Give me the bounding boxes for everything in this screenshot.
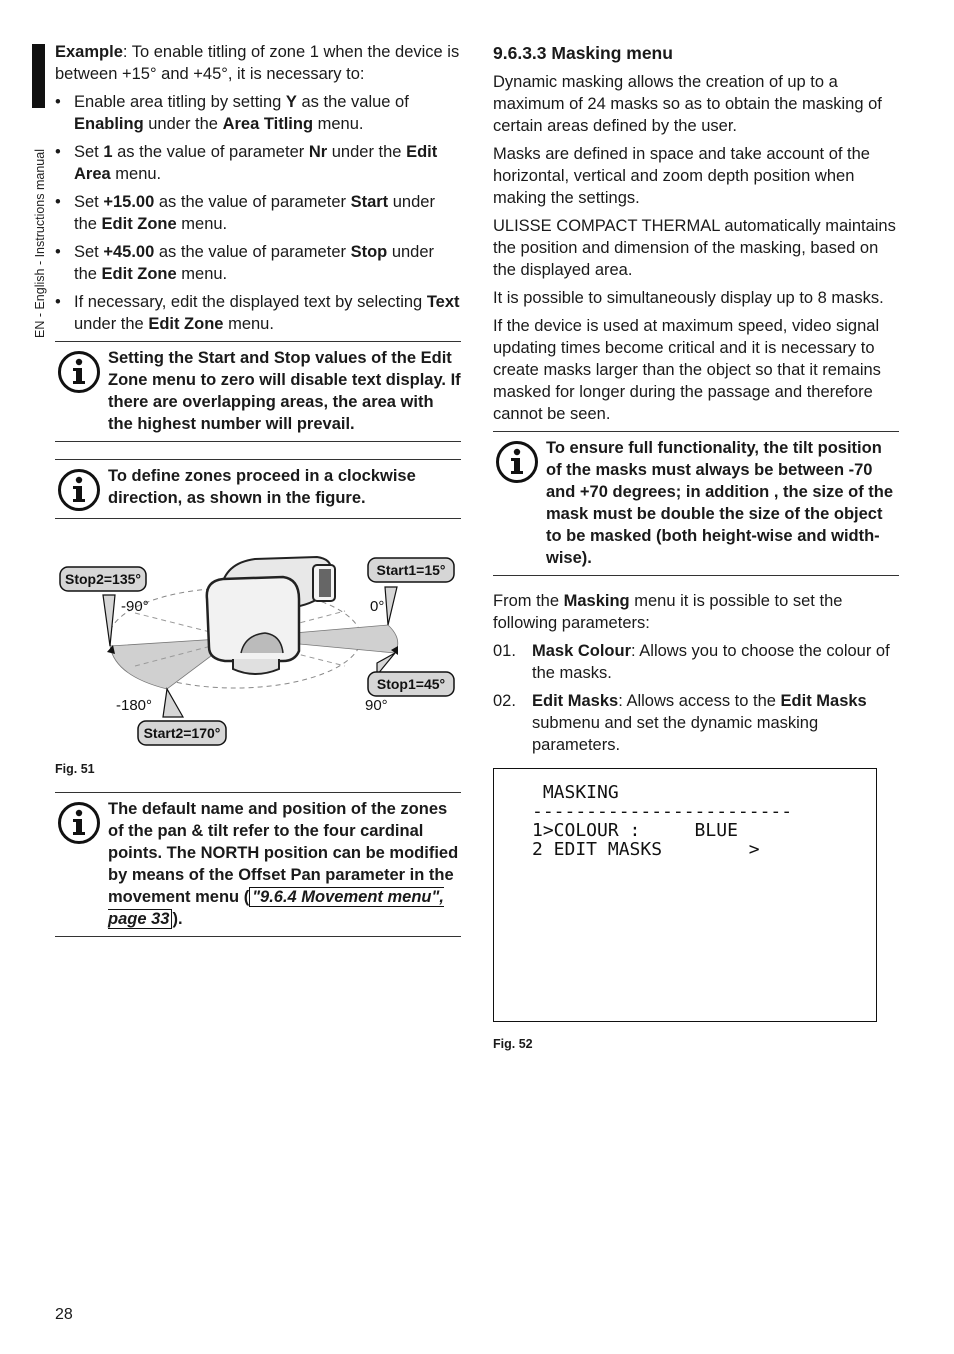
left-column [55,41,461,937]
info-icon [57,350,101,394]
list-item: • Enable area titling by setting Y as the value of Enabling under the Area Titling menu. [55,93,409,133]
info-icon [57,468,101,512]
deg0-label: 0° [370,598,385,615]
paragraph: If the device is used at maximum speed, video signal updating times become critical and it is necessary to create masks larger than the object so that it remains masked for longer during the passage and therefore cannot be seen. [493,317,881,423]
note-text: The default name and position of the zones of the pan & tilt refer to the four cardinal points. The NORTH position can be modified by means of the Offset Pan parameter in the movement menu ( "9.6.4 Movement menu", page 33 ). [108,800,459,928]
paragraph: It is possible to simultaneously display up to 8 masks. [493,289,884,307]
steps-list [55,91,461,335]
example-label: Example [55,43,123,61]
zones-figure [55,551,461,751]
info-note-clockwise [55,459,461,519]
osd-colour-item: 1>COLOUR : BLUE [532,820,738,841]
example-text: : To enable titling of zone 1 when the device is between +15° and +45°, it is necessary to: [55,43,460,83]
note-text: Setting the Start and Stop values of the Edit Zone menu to zero will disable text display. If there are overlapping areas, the area with the highest number will prevail. [108,349,461,433]
osd-title: MASKING [532,782,619,803]
osd-masking-menu [493,768,877,1022]
sidebar-label: EN - English - Instructions manual [33,149,47,338]
figure-caption: Fig. 51 [55,762,95,776]
note-text: To ensure full functionality, the tilt position of the masks must always be between -70 and +70 degrees; in addition , the size of the mask must be double the size of the object to be masked (both height-wise and width-wise). [546,439,894,567]
start2-label: Start2=170° [143,725,221,741]
info-note-tilt-position [493,431,899,576]
list-item: • If necessary, edit the displayed text by selecting Text under the Edit Zone menu. [55,293,460,333]
deg-minus180-label: -180° [116,697,153,714]
paragraph: Masks are defined in space and take account of the horizontal, vertical and zoom depth position when making the settings. [493,145,870,207]
start1-label: Start1=15° [376,562,446,578]
example-paragraph [55,41,461,85]
movement-menu-link[interactable]: "9.6.4 Movement menu", page 33 [108,888,444,928]
osd-edit-masks-item: 2 EDIT MASKS > [532,839,760,860]
paragraph: Dynamic masking allows the creation of up to a maximum of 24 masks so as to obtain the masking of certain areas defined by the user. [493,73,882,135]
list-item: • Set +45.00 as the value of parameter Stop under the Edit Zone menu. [55,243,435,283]
right-column [493,41,899,1052]
section-heading: 9.6.3.3 Masking menu [493,43,673,63]
list-item: 02. Edit Masks: Allows access to the Edit Masks submenu and set the dynamic masking parameters. [493,692,867,754]
stop1-label: Stop1=45° [376,676,446,692]
info-icon [57,801,101,845]
note-text: To define zones proceed in a clockwise direction, as shown in the figure. [108,467,416,507]
paragraph: ULISSE COMPACT THERMAL automatically maintains the position and dimension of the masking, based on the displayed area. [493,217,896,279]
info-note-cardinal-points [55,792,461,937]
list-item: • Set +15.00 as the value of parameter Start under the Edit Zone menu. [55,193,435,233]
list-item: • Set 1 as the value of parameter Nr under the Edit Area menu. [55,143,438,183]
sidebar-marker [32,44,45,108]
zones-diagram [55,551,461,751]
camera-icon [207,557,335,674]
page-number: 28 [55,1306,73,1323]
osd-separator: ------------------------ [532,801,793,822]
info-icon [495,440,539,484]
deg-minus90-label: -90° [121,598,149,615]
parameters-list [493,640,899,756]
masking-intro: From the Masking menu it is possible to set the following parameters: [493,592,843,632]
figure-caption: Fig. 52 [493,1037,533,1051]
info-note-zero-values [55,341,461,442]
deg90-label: 90° [365,697,388,714]
list-item: 01. Mask Colour: Allows you to choose the colour of the masks. [493,642,890,682]
stop2-label: Stop2=135° [64,571,142,587]
